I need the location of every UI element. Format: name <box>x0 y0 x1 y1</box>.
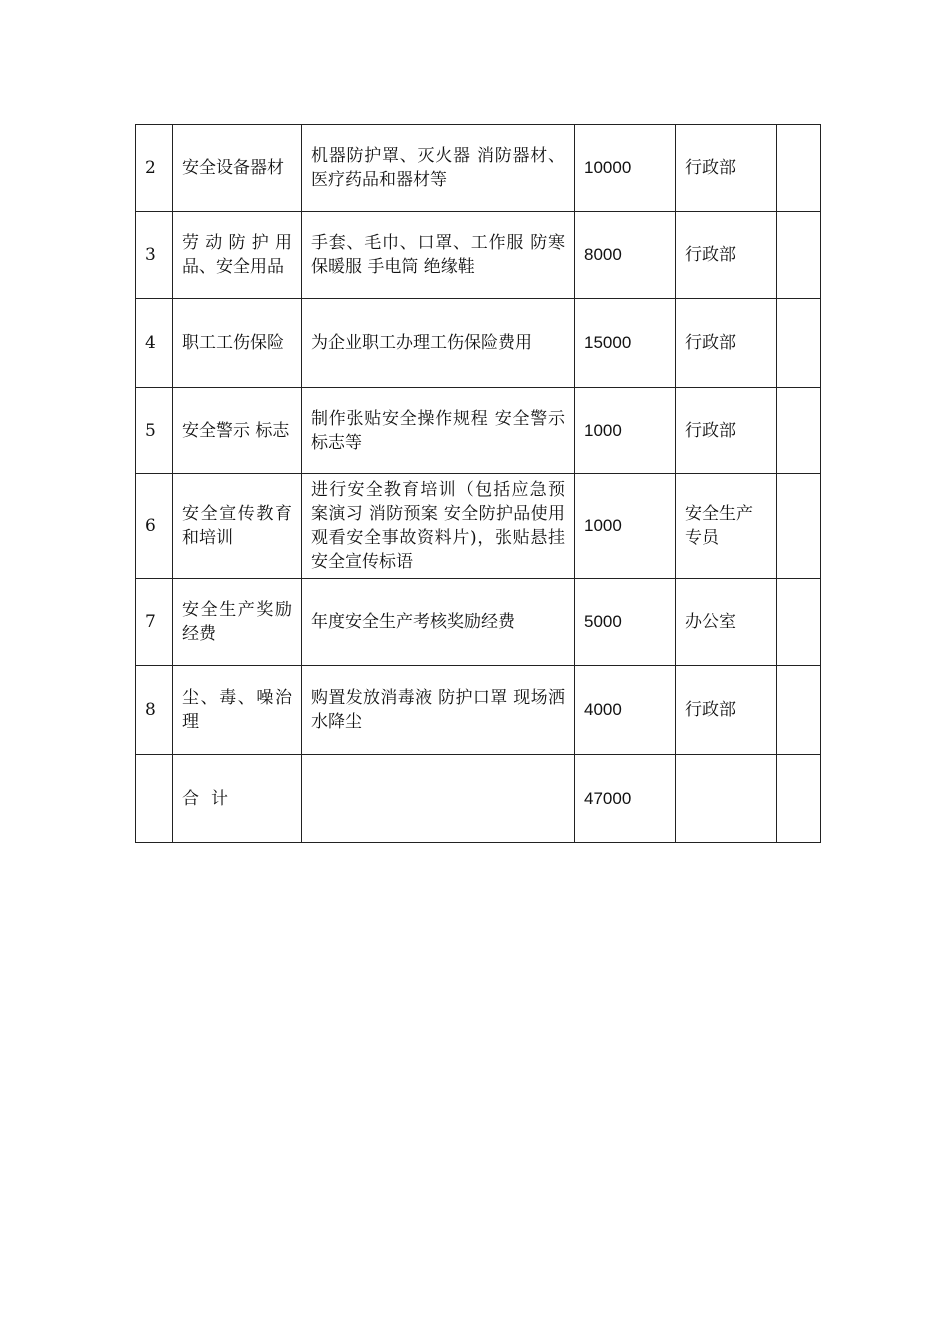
item-name: 安全生产奖励经费 <box>173 579 302 666</box>
responsible-dept: 安全生产专员 <box>676 474 777 579</box>
row-number: 6 <box>136 474 173 579</box>
item-amount: 10000 <box>575 125 676 212</box>
item-name: 安全宣传教育和培训 <box>173 474 302 579</box>
item-content: 手套、毛巾、口罩、工作服 防寒保暖服 手电筒 绝缘鞋 <box>302 212 575 299</box>
row-number: 4 <box>136 299 173 388</box>
row-number: 2 <box>136 125 173 212</box>
note-cell <box>777 474 821 579</box>
item-content: 为企业职工办理工伤保险费用 <box>302 299 575 388</box>
responsible-dept <box>676 755 777 843</box>
item-content: 年度安全生产考核奖励经费 <box>302 579 575 666</box>
responsible-dept: 行政部 <box>676 388 777 474</box>
item-content: 购置发放消毒液 防护口罩 现场洒水降尘 <box>302 666 575 755</box>
table-row <box>136 388 821 474</box>
item-name: 安全警示 标志 <box>173 388 302 474</box>
responsible-dept: 行政部 <box>676 125 777 212</box>
row-number: 7 <box>136 579 173 666</box>
item-amount: 15000 <box>575 299 676 388</box>
responsible-dept: 行政部 <box>676 666 777 755</box>
row-number: 8 <box>136 666 173 755</box>
note-cell <box>777 579 821 666</box>
item-content: 进行安全教育培训（包括应急预案演习 消防预案 安全防护品使用观看安全事故资料片)，张贴悬挂安全宣传标语 <box>302 474 575 579</box>
note-cell <box>777 125 821 212</box>
item-content <box>302 755 575 843</box>
table-row <box>136 579 821 666</box>
item-amount: 4000 <box>575 666 676 755</box>
total-amount: 47000 <box>575 755 676 843</box>
item-amount: 8000 <box>575 212 676 299</box>
item-content: 制作张贴安全操作规程 安全警示标志等 <box>302 388 575 474</box>
row-number: 5 <box>136 388 173 474</box>
row-number <box>136 755 173 843</box>
item-name: 劳动防护用品、安全用品 <box>173 212 302 299</box>
responsible-dept: 行政部 <box>676 212 777 299</box>
note-cell <box>777 212 821 299</box>
note-cell <box>777 299 821 388</box>
responsible-dept: 行政部 <box>676 299 777 388</box>
item-amount: 1000 <box>575 474 676 579</box>
table-row <box>136 125 821 212</box>
table-row <box>136 212 821 299</box>
table-row <box>136 474 821 579</box>
item-amount: 5000 <box>575 579 676 666</box>
table-row <box>136 299 821 388</box>
item-name: 尘、毒、噪治理 <box>173 666 302 755</box>
total-label: 合计 <box>173 755 302 843</box>
note-cell <box>777 666 821 755</box>
item-amount: 1000 <box>575 388 676 474</box>
note-cell <box>777 388 821 474</box>
row-number: 3 <box>136 212 173 299</box>
item-name: 安全设备器材 <box>173 125 302 212</box>
responsible-dept: 办公室 <box>676 579 777 666</box>
item-content: 机器防护罩、灭火器 消防器材、医疗药品和器材等 <box>302 125 575 212</box>
item-name: 职工工伤保险 <box>173 299 302 388</box>
table-row <box>136 666 821 755</box>
note-cell <box>777 755 821 843</box>
safety-budget-table <box>135 124 821 843</box>
total-row <box>136 755 821 843</box>
